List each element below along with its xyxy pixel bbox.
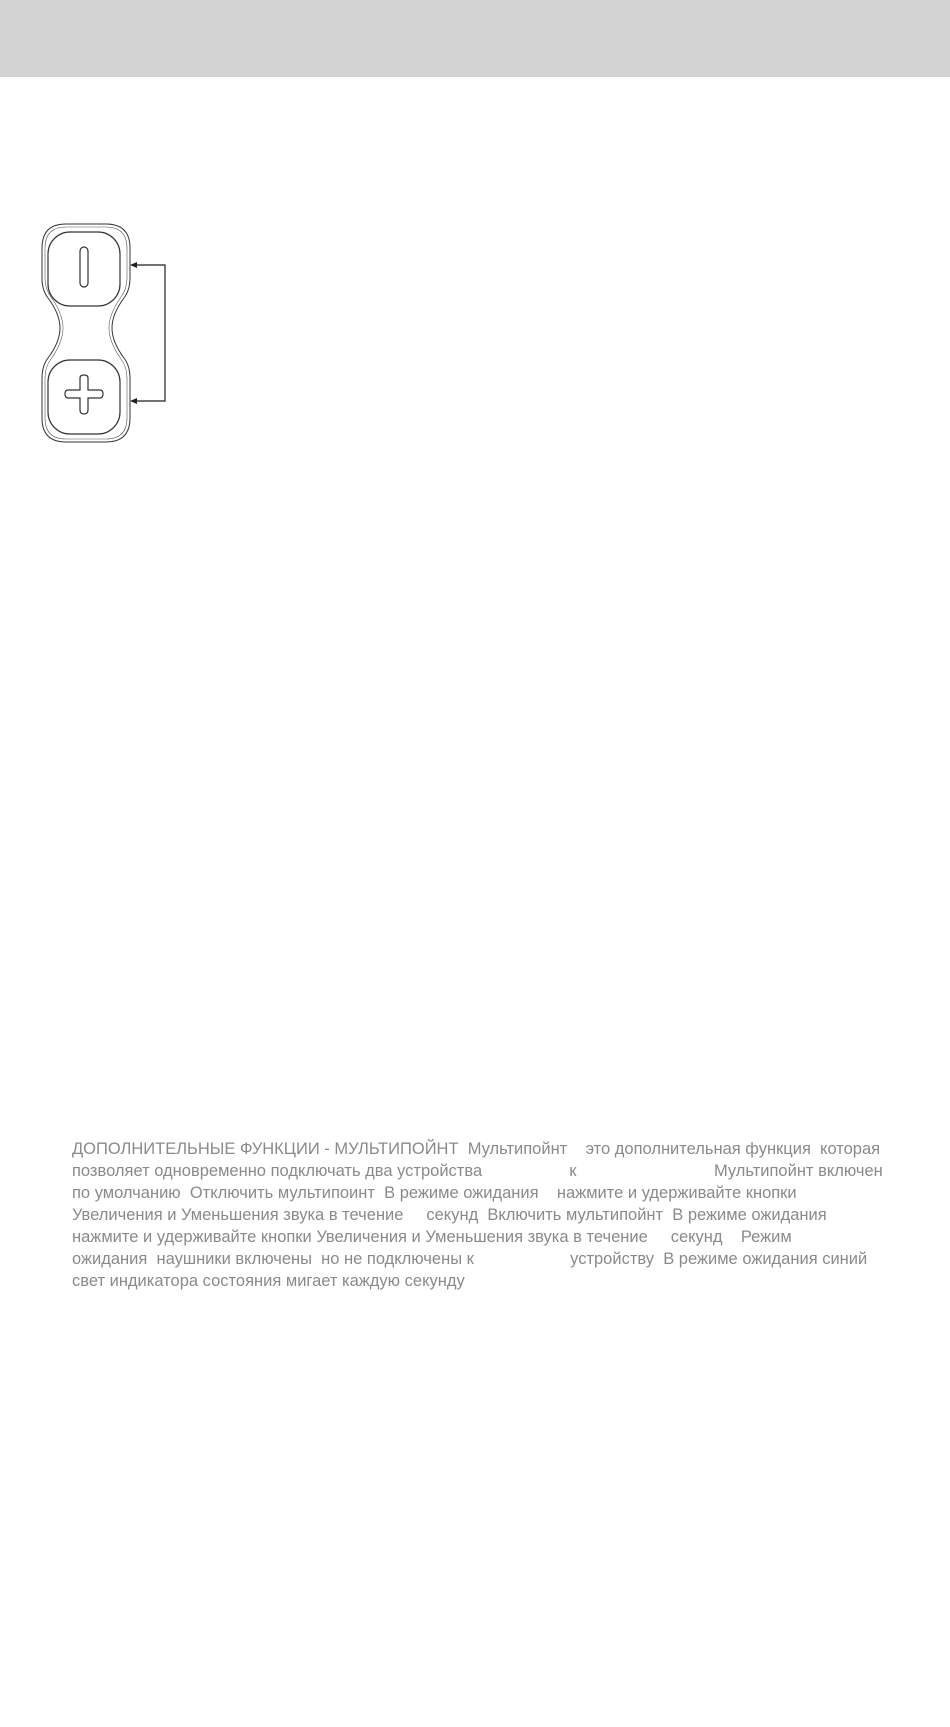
volume-buttons-diagram xyxy=(36,218,176,448)
text-line: ДОПОЛНИТЕЛЬНЫЕ ФУНКЦИИ - МУЛЬТИПОЙНТ Мультипойнт это дополнительная функция которая xyxy=(72,1140,881,1158)
header-bar xyxy=(0,0,950,77)
text-line: по умолчанию Отключить мультипоинт В режиме ожидания нажмите и удерживайте кнопки xyxy=(72,1184,797,1202)
text-line: свет индикатора состояния мигает каждую секунду xyxy=(72,1272,465,1290)
text-line: позволяет одновременно подключать два устройства к Мультипойнт включен xyxy=(72,1162,883,1180)
text-line: Увеличения и Уменьшения звука в течение секунд Включить мультипойнт В режиме ожидания xyxy=(72,1206,827,1224)
text-line: ожидания наушники включены но не подключены к устройству В режиме ожидания синий xyxy=(72,1250,868,1268)
text-line: нажмите и удерживайте кнопки Увеличения и Уменьшения звука в течение секунд Режим xyxy=(72,1228,792,1246)
multipoint-description xyxy=(72,1138,902,1292)
earbud-controls-illustration xyxy=(36,218,176,448)
plus-button-icon xyxy=(48,360,120,434)
minus-button-icon xyxy=(48,232,120,306)
arrow-icon xyxy=(130,262,165,404)
